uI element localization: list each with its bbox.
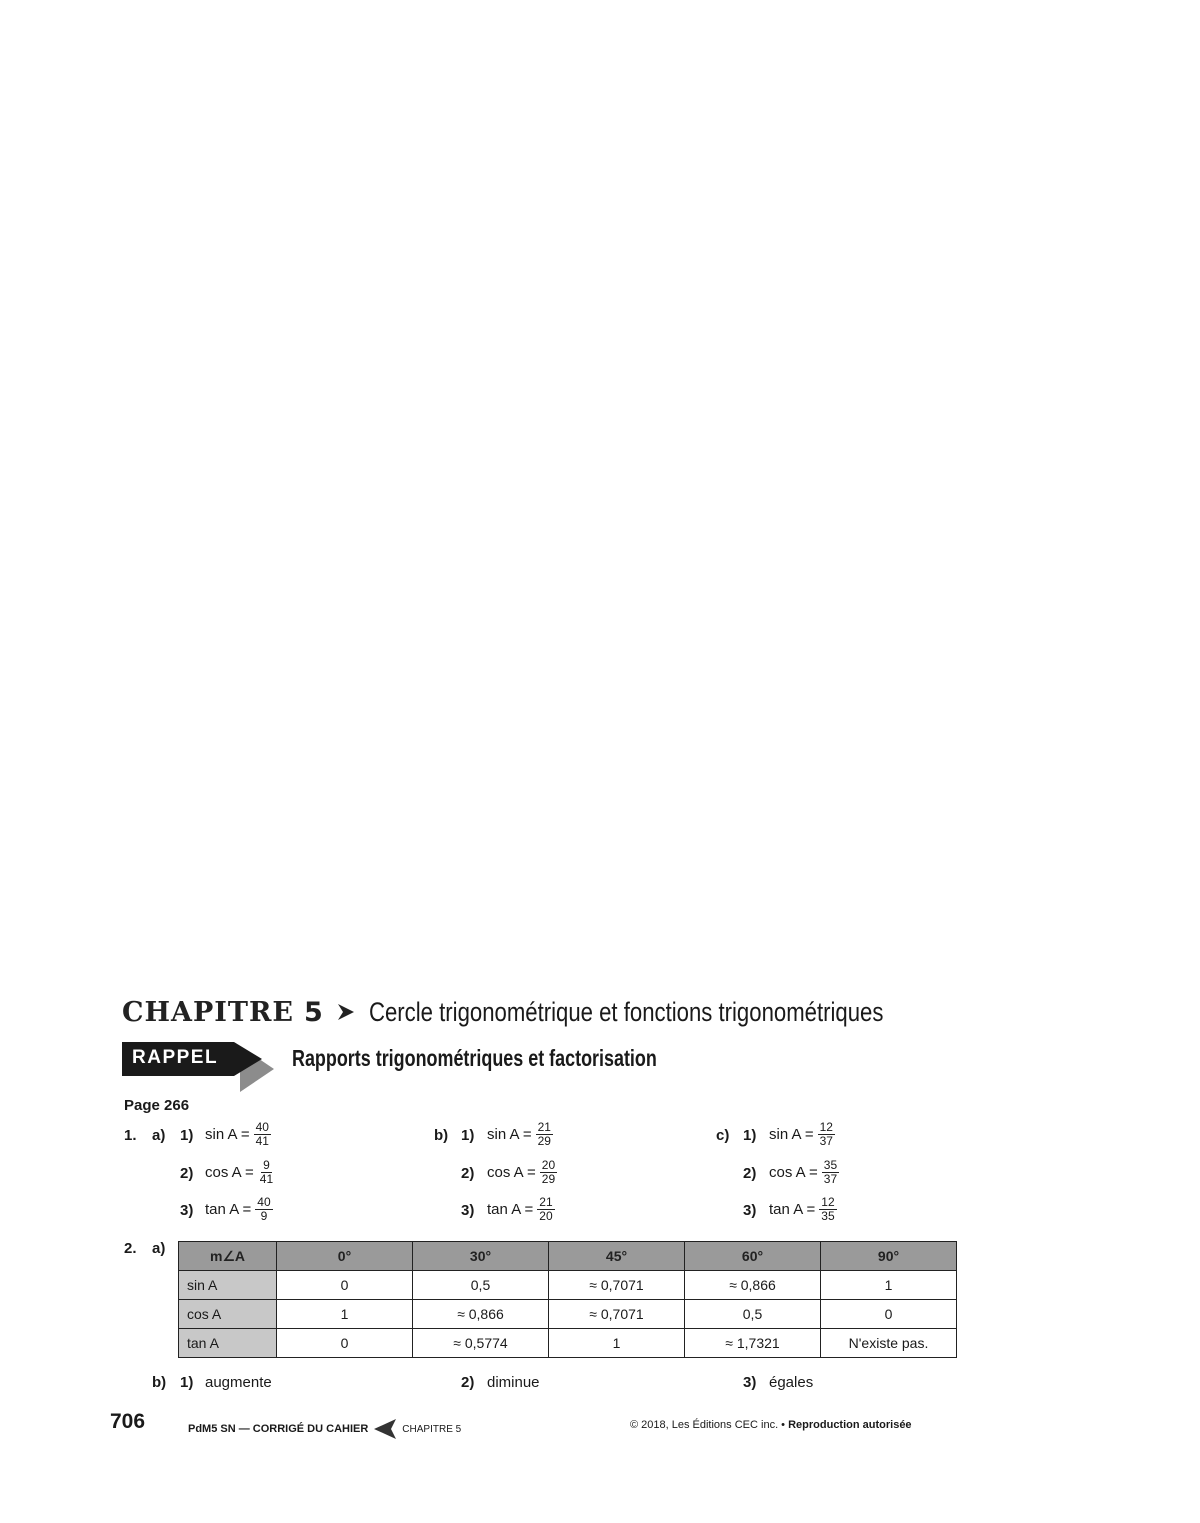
denominator: 37 xyxy=(819,1134,833,1148)
ratio-label: cos A = xyxy=(487,1164,536,1181)
table-cell: 0 xyxy=(821,1300,957,1329)
fraction xyxy=(258,1159,275,1186)
item-number: 1) xyxy=(461,1127,475,1144)
table-cell: ≈ 0,866 xyxy=(413,1300,549,1329)
reproduction-text: Reproduction autorisée xyxy=(788,1419,912,1431)
table-row xyxy=(179,1300,957,1329)
item-number: 3) xyxy=(743,1202,757,1219)
item-number: 3) xyxy=(461,1202,475,1219)
item-number: 2) xyxy=(461,1374,475,1391)
item-number: 2) xyxy=(743,1165,757,1182)
denominator: 41 xyxy=(259,1172,274,1186)
table-header-cell: 90° xyxy=(821,1242,957,1271)
numerator: 12 xyxy=(821,1195,835,1209)
footer-copyright xyxy=(630,1419,912,1431)
ratio-expression xyxy=(205,1121,271,1148)
footer-book-title: PdM5 SN — CORRIGÉ DU CAHIER xyxy=(188,1423,369,1435)
table-header-cell: 45° xyxy=(549,1242,685,1271)
numerator: 40 xyxy=(257,1195,271,1209)
answer-text: diminue xyxy=(487,1374,540,1391)
table-row-header: sin A xyxy=(179,1271,277,1300)
ratio-label: sin A = xyxy=(487,1126,532,1143)
ratio-expression xyxy=(205,1159,275,1186)
numerator: 21 xyxy=(539,1195,553,1209)
chapter-title: Cercle trigonométrique et fonctions trigonométriques xyxy=(368,996,884,1027)
fraction xyxy=(819,1196,836,1223)
chapter-word: CHAPITRE xyxy=(122,996,294,1028)
chapter-header xyxy=(122,992,996,1032)
ratio-label: sin A = xyxy=(769,1126,814,1143)
table-header-cell: 30° xyxy=(413,1242,549,1271)
denominator: 37 xyxy=(823,1172,838,1186)
chevron-right-icon xyxy=(337,1002,355,1022)
table-row-header: tan A xyxy=(179,1329,277,1358)
table-cell: ≈ 0,7071 xyxy=(549,1300,685,1329)
ratio-label: cos A = xyxy=(205,1164,254,1181)
copyright-text: © 2018, Les Éditions CEC inc. • xyxy=(630,1419,786,1431)
fraction xyxy=(254,1121,271,1148)
ratio-expression xyxy=(769,1196,837,1223)
table-cell: 0 xyxy=(277,1329,413,1358)
ratio-label: tan A = xyxy=(769,1201,816,1218)
denominator: 35 xyxy=(821,1209,835,1223)
table-row xyxy=(179,1271,957,1300)
footer-book-info xyxy=(188,1419,461,1439)
ratio-expression xyxy=(487,1121,553,1148)
table-cell: 0,5 xyxy=(413,1271,549,1300)
item-number: 3) xyxy=(743,1374,757,1391)
table-row xyxy=(179,1329,957,1358)
fraction xyxy=(537,1196,554,1223)
part-letter: b) xyxy=(152,1374,167,1391)
ratio-label: tan A = xyxy=(205,1201,252,1218)
item-number: 2) xyxy=(461,1165,475,1182)
numerator: 35 xyxy=(823,1158,838,1172)
denominator: 20 xyxy=(539,1209,553,1223)
numerator: 21 xyxy=(537,1120,551,1134)
ratio-expression xyxy=(487,1196,555,1223)
ratio-expression xyxy=(205,1196,273,1223)
item-number: 3) xyxy=(180,1202,194,1219)
fraction xyxy=(822,1159,839,1186)
numerator: 40 xyxy=(255,1120,269,1134)
rappel-label: RAPPEL xyxy=(132,1047,219,1068)
table-row-header: cos A xyxy=(179,1300,277,1329)
part-letter: a) xyxy=(152,1127,166,1144)
ratio-expression xyxy=(769,1159,839,1186)
exercise-number: 2. xyxy=(124,1240,137,1257)
ratio-label: cos A = xyxy=(769,1164,818,1181)
table-header-cell: 0° xyxy=(277,1242,413,1271)
table-cell: 1 xyxy=(821,1271,957,1300)
answer-text: égales xyxy=(769,1374,814,1391)
table-cell: 1 xyxy=(277,1300,413,1329)
item-number: 2) xyxy=(180,1165,194,1182)
table-cell: ≈ 1,7321 xyxy=(685,1329,821,1358)
section-title: Rapports trigonométriques et factorisation xyxy=(292,1045,657,1071)
part-letter: c) xyxy=(716,1127,730,1144)
table-cell: 1 xyxy=(549,1329,685,1358)
fraction xyxy=(536,1121,553,1148)
ratio-expression xyxy=(487,1159,557,1186)
page-reference: Page 266 xyxy=(124,1097,190,1114)
numerator: 20 xyxy=(541,1158,556,1172)
item-number: 1) xyxy=(180,1374,194,1391)
item-number: 1) xyxy=(180,1127,194,1144)
item-number: 1) xyxy=(743,1127,757,1144)
answer-text: augmente xyxy=(205,1374,272,1391)
table-cell: ≈ 0,866 xyxy=(685,1271,821,1300)
numerator: 9 xyxy=(263,1158,270,1172)
table-header-row xyxy=(179,1242,957,1271)
table-cell: N'existe pas. xyxy=(821,1329,957,1358)
numerator: 12 xyxy=(819,1120,833,1134)
table-header-cell: m∠A xyxy=(179,1242,277,1271)
table-cell: 0,5 xyxy=(685,1300,821,1329)
table-cell: ≈ 0,5774 xyxy=(413,1329,549,1358)
table-cell: 0 xyxy=(277,1271,413,1300)
ratio-label: tan A = xyxy=(487,1201,534,1218)
ratio-expression xyxy=(769,1121,835,1148)
denominator: 29 xyxy=(537,1134,551,1148)
fraction xyxy=(540,1159,557,1186)
exercise-number: 1. xyxy=(124,1127,137,1144)
rappel-banner xyxy=(122,1042,274,1092)
table-header-cell: 60° xyxy=(685,1242,821,1271)
triangle-left-icon xyxy=(374,1419,396,1439)
fraction xyxy=(255,1196,272,1223)
denominator: 41 xyxy=(255,1134,269,1148)
trig-values-table xyxy=(178,1241,957,1358)
ratio-label: sin A = xyxy=(205,1126,250,1143)
table-cell: ≈ 0,7071 xyxy=(549,1271,685,1300)
denominator: 9 xyxy=(260,1209,268,1223)
chapter-number: 5 xyxy=(304,996,323,1028)
page-number: 706 xyxy=(110,1410,146,1433)
denominator: 29 xyxy=(541,1172,556,1186)
part-letter: b) xyxy=(434,1127,449,1144)
footer-chapter: CHAPITRE 5 xyxy=(402,1423,462,1435)
fraction xyxy=(818,1121,835,1148)
part-letter: a) xyxy=(152,1240,166,1257)
